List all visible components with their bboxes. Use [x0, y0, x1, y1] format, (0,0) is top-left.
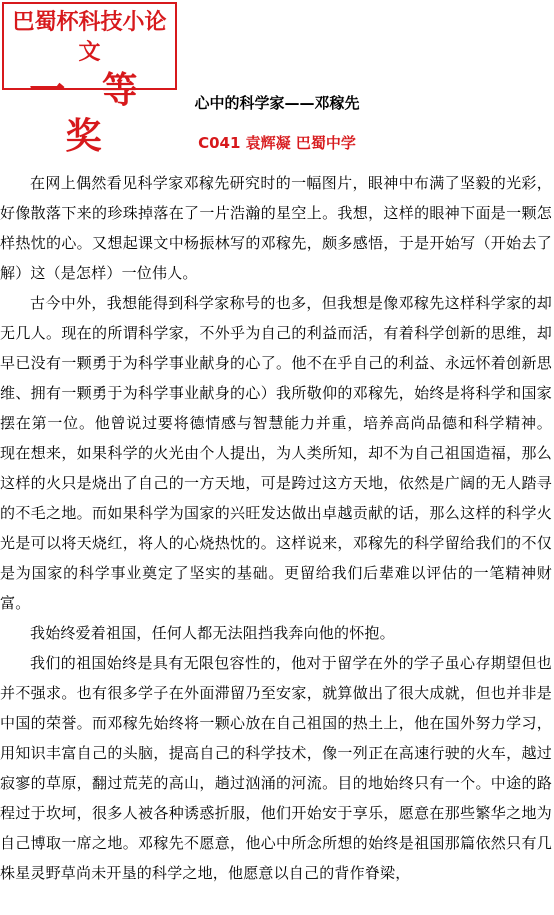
- paragraph: 在网上偶然看见科学家邓稼先研究时的一幅图片，眼神中布满了坚毅的光彩，好像散落下来的珍珠掉落在了一片浩瀚的星空上。我想，这样的眼神下面是一颗怎样热忱的心。又想起课文中杨振林写的邓稼先，颇多感悟，于是开始写（开始去了解）这（是怎样）一位伟人。: [0, 174, 552, 282]
- author-line: C041 袁辉凝 巴蜀中学: [198, 134, 356, 152]
- essay-title: 心中的科学家——邓稼先: [194, 94, 360, 112]
- stamp-competition-name: 巴蜀杯科技小论文: [12, 10, 167, 65]
- stamp-award-level: 一 等 奖: [29, 70, 150, 157]
- award-stamp: [2, 2, 177, 157]
- paragraph: 我始终爱着祖国，任何人都无法阻挡我奔向他的怀抱。: [30, 624, 395, 642]
- paragraph: 古今中外，我想能得到科学家称号的也多，但我想是像邓稼先这样科学家的却无几人。现在的所谓科学家，不外乎为自己的利益而活，有着科学创新的思维，却早已没有一颗勇于为科学事业献身的心了。他不在乎自己的利益、永远怀着创新思维、拥有一颗勇于为科学事业献身的心）我所敬仰的邓稼先，始终是将科学和国家摆在第一位。他曾说过要将德情感与智慧能力并重，培养高尚品德和科学精神。 现在想来，如果科学的火光由个人提出，为人类所知，却不为自己祖国造福，那么这样的火只是烧出了自己的一方天地，可是跨过这方天地，依然是广阔的无人踏寻的不毛之地。而如果科学为国家的兴旺发达做出卓越贡献的话，那么这样的科学火光是可以将天烧红，将人的心烧热忱的。这样说来，邓稼先的科学留给我们的不仅是为国家的科学事业奠定了坚实的基础。更留给我们后辈难以评估的一笔精神财富。: [0, 294, 552, 612]
- paragraph: 我们的祖国始终是具有无限包容性的，他对于留学在外的学子虽心存期望但也并不强求。也有很多学子在外面滞留乃至安家，就算做出了很大成就，但也并非是中国的荣誉。而邓稼先始终将一颗心放在自己祖国的热土上，他在国外努力学习，用知识丰富自己的头脑，提高自己的科学技术，像一列正在高速行驶的火车，越过寂寥的草原，翻过荒芜的高山，趟过汹涌的河流。目的地始终只有一个。中途的路程过于坎坷，很多人被各种诱惑折服，他们开始安于享乐，愿意在那些繁华之地为自己博取一席之地。邓稼先不愿意，他心中所念所想的始终是祖国那篇依然只有几株星灵野草尚未开垦的科学之地，他愿意以自己的背作脊梁，: [0, 654, 552, 882]
- essay-body: [0, 168, 552, 888]
